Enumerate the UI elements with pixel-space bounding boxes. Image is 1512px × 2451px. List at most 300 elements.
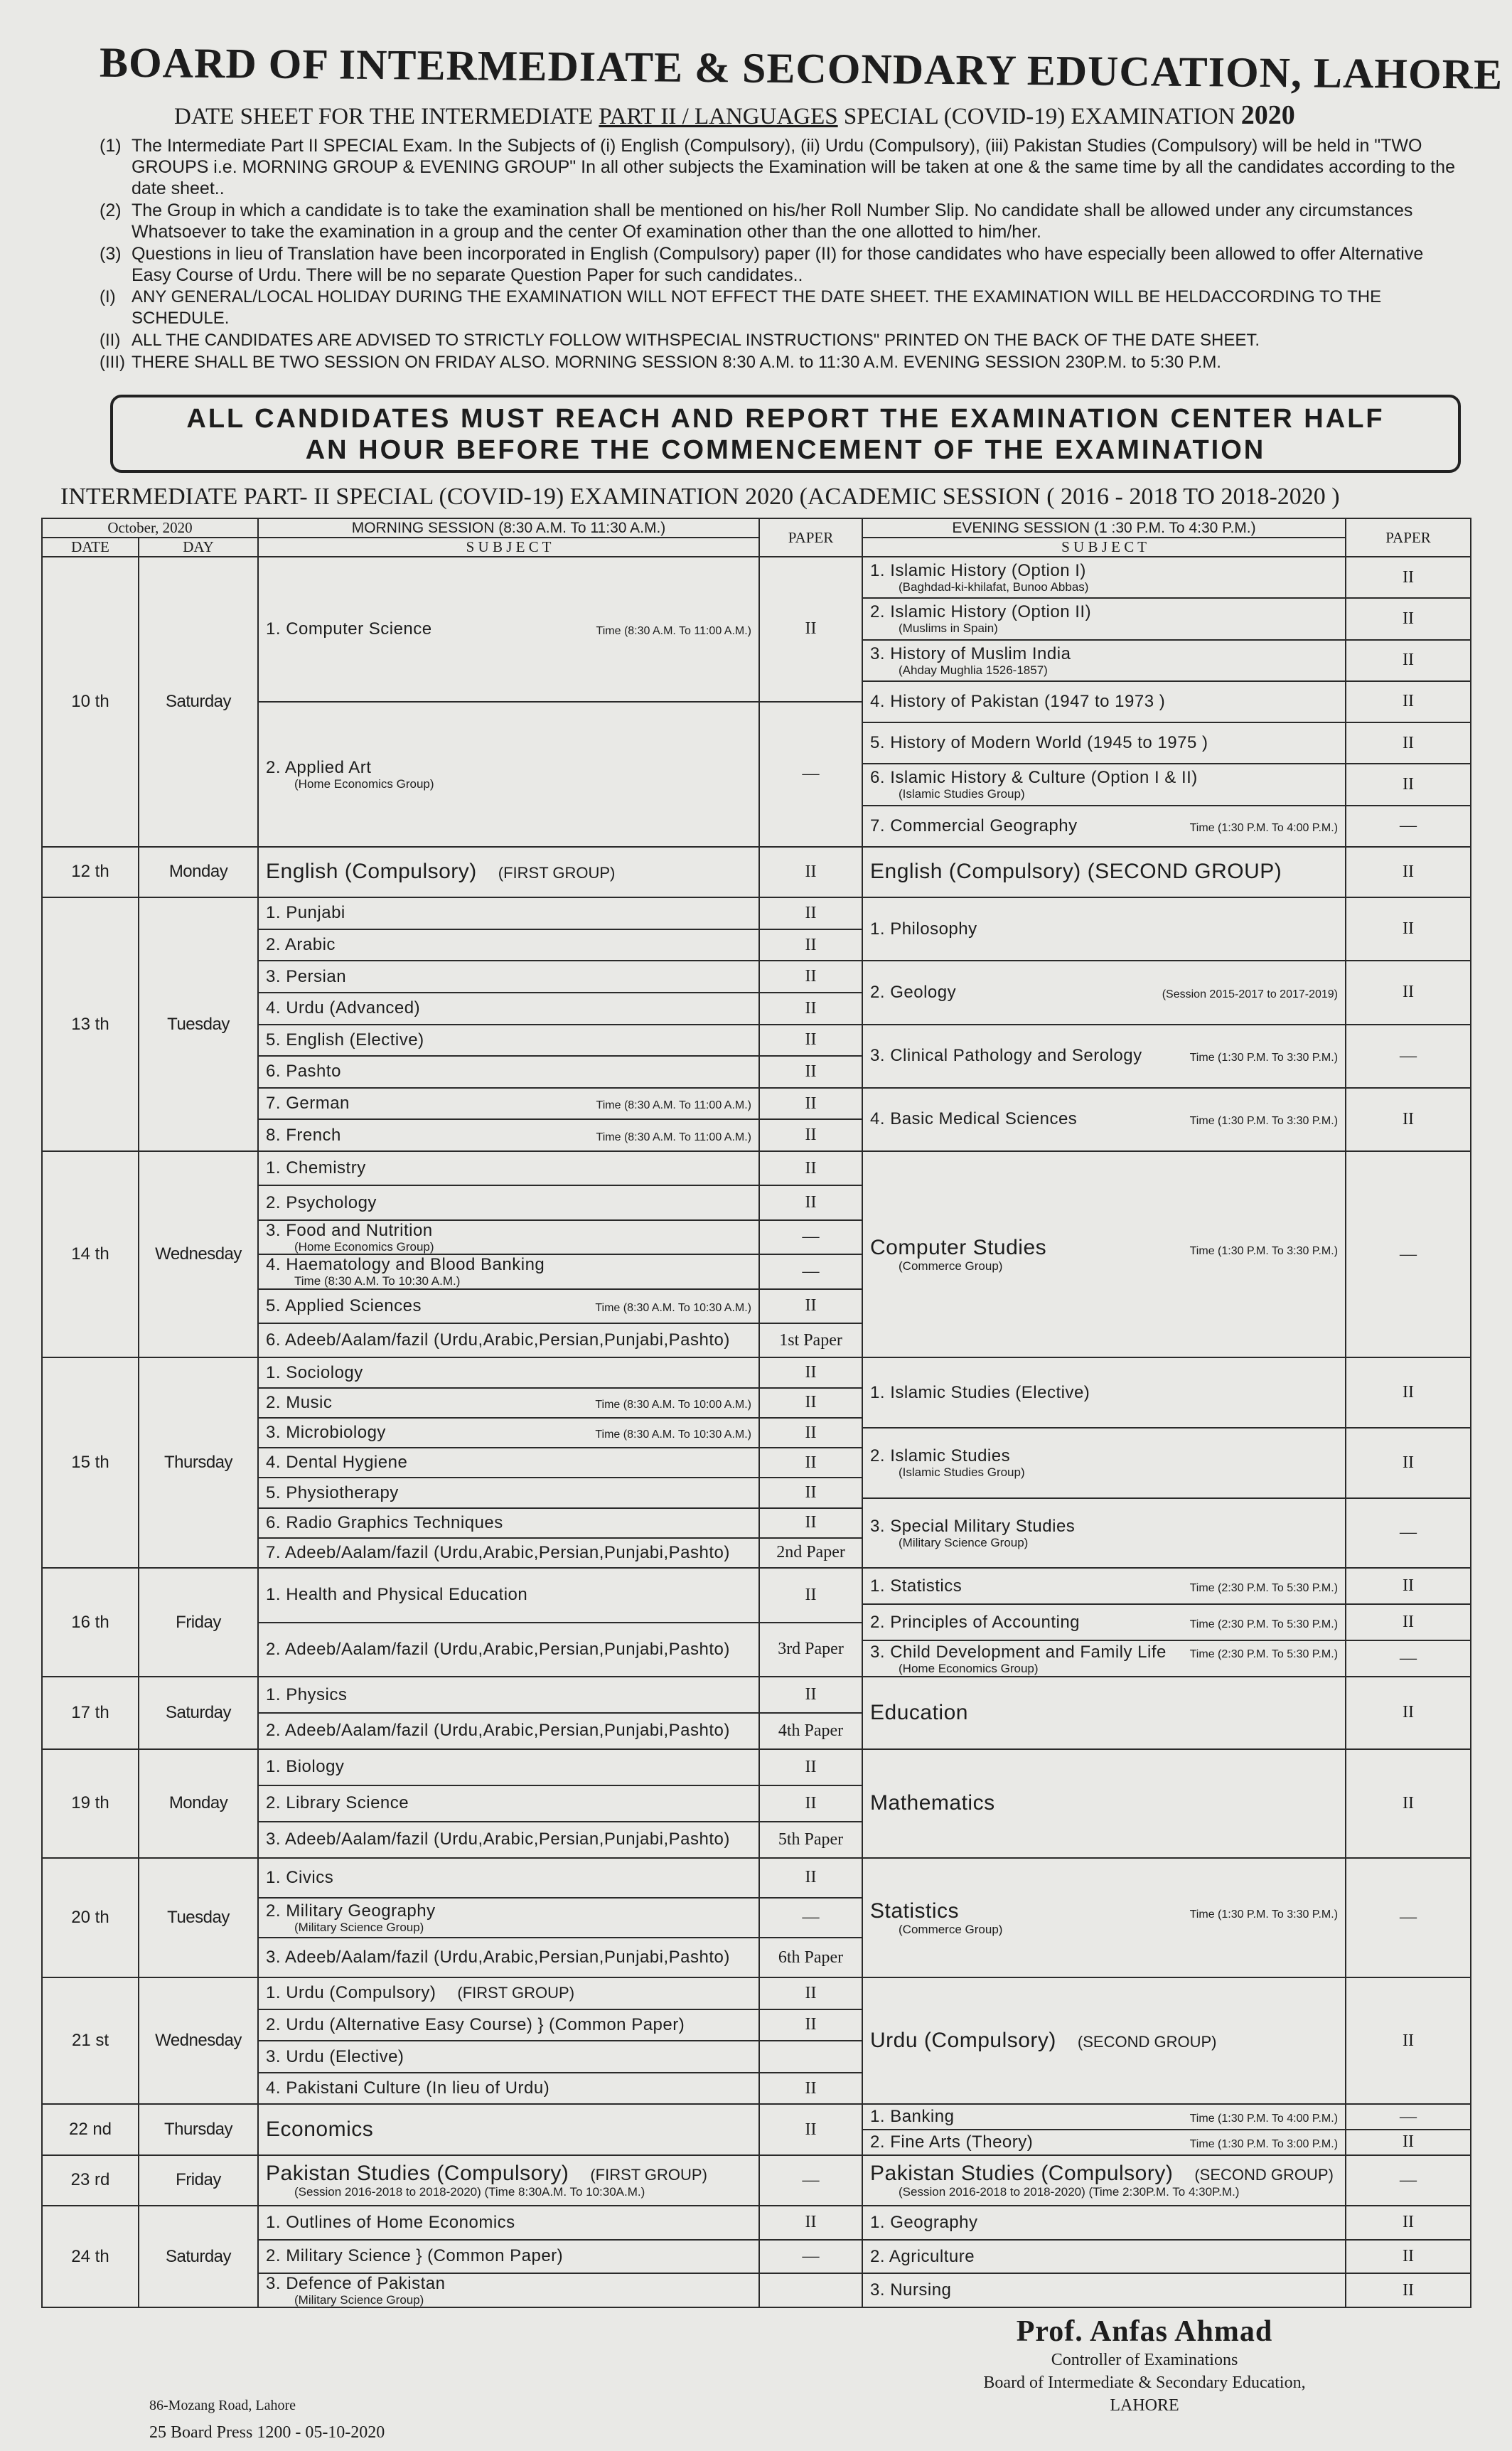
subject-name: 1. Outlines of Home Economics [266, 2212, 515, 2232]
morning-subject-item [259, 1120, 758, 1150]
morning-subject-item [259, 1419, 758, 1448]
evening-subjects-cell [862, 897, 1346, 1151]
day-cell: Saturday [139, 1677, 258, 1749]
subject-name: 4. Urdu (Advanced) [266, 998, 421, 1018]
evening-subject-item [863, 1641, 1345, 1676]
morning-subject-item [259, 1152, 758, 1186]
evening-subject-item [863, 2156, 1345, 2205]
paper-value: II [1346, 2206, 1470, 2241]
subject-name: 1. Philosophy [870, 919, 977, 939]
day-cell: Tuesday [139, 1858, 258, 1977]
evening-subjects-cell [862, 1357, 1346, 1568]
session-time: Time (1:30 P.M. To 3:30 P.M.) [1189, 1245, 1339, 1258]
paper-value: — [1400, 1649, 1417, 1668]
date-cell: 20 th [42, 1858, 139, 1977]
subject-name: 2. Principles of Accounting [870, 1612, 1081, 1632]
morning-paper-cell [759, 1357, 862, 1568]
morning-subject-item [259, 2010, 758, 2042]
paper-value: II [805, 1126, 817, 1145]
subject-name: 3. Adeeb/Aalam/fazil (Urdu,Arabic,Persian,Punjabi,Pashto) [266, 1830, 730, 1849]
subject-note: Time (8:30 A.M. To 10:30 A.M.) [294, 1274, 461, 1288]
subject-name: 2. Fine Arts (Theory) [870, 2132, 1034, 2152]
instruction-text: ANY GENERAL/LOCAL HOLIDAY DURING THE EXAMINATION WILL NOT EFFECT THE DATE SHEET. THE EXAMINATION WILL BE HELDACCORDING TO THE SCHEDULE. [132, 287, 1382, 328]
evening-subjects-cell [862, 2155, 1346, 2206]
subject-name: 5. Physiotherapy [266, 1483, 399, 1502]
evening-paper-cell [1346, 1677, 1471, 1749]
instruction-item [100, 243, 1464, 286]
instruction-number: (1) [100, 136, 122, 156]
subject-name: 1. Chemistry [266, 1158, 366, 1178]
evening-subject-item [863, 1677, 1345, 1748]
paper-value: II [760, 1478, 862, 1508]
subject-name: 6. Islamic History & Culture (Option I & II) [870, 768, 1198, 788]
instruction-item [100, 352, 1464, 373]
paper-value: — [760, 1221, 862, 1255]
board-city: LAHORE [1110, 2396, 1179, 2415]
morning-subject-item [259, 1025, 758, 1057]
day-row [42, 2104, 1471, 2154]
subject-name: 1. Islamic Studies (Elective) [870, 1382, 1090, 1402]
morning-subjects-cell [258, 2155, 759, 2206]
day-row [42, 1749, 1471, 1858]
paper-value: II [760, 1186, 862, 1220]
instruction-text: Questions in lieu of Translation have been incorporated in English (Compulsory) paper (II) for those candidates who have especially been allowed to offer Alternative Easy Course of Urdu. There will be no separate Question Paper for such candidates.. [132, 244, 1424, 285]
date-cell: 14 th [42, 1151, 139, 1358]
subject-name: Statistics [870, 1899, 960, 1923]
subject-note: (Military Science Group) [294, 2293, 424, 2307]
subject-name: 1. Geography [870, 2212, 978, 2232]
subject-note: (Muslims in Spain) [899, 621, 998, 636]
morning-subject-item [259, 898, 758, 930]
morning-paper-cell [759, 1977, 862, 2104]
subject-name: 5. History of Modern World (1945 to 1975 ) [870, 733, 1208, 753]
paper-value: II [1403, 1703, 1414, 1722]
subject-name: 3. Urdu (Elective) [266, 2046, 404, 2066]
subject-name: 1. Punjabi [266, 903, 345, 923]
paper-value: — [760, 1255, 862, 1289]
paper-value: II [1403, 2132, 1414, 2152]
evening-subject-item [863, 764, 1345, 806]
morning-subject-item [259, 1899, 758, 1938]
evening-subject-item [863, 641, 1345, 682]
morning-paper-cell [759, 1151, 862, 1358]
subject-name: English (Compulsory) (SECOND GROUP) [870, 860, 1282, 884]
morning-subject-item [259, 2206, 758, 2240]
instructions-list [100, 135, 1464, 374]
schedule-table [41, 518, 1471, 2308]
evening-subject-item [863, 1025, 1345, 1089]
subtitle-year: 2020 [1240, 100, 1295, 130]
morning-subject-item [259, 703, 758, 846]
morning-subject-item [259, 1255, 758, 1289]
subject-name: Economics [266, 2118, 374, 2142]
subject-name: 2. Islamic History (Option II) [870, 602, 1092, 622]
paper-value: II [1346, 764, 1470, 806]
subject-name: 2. Applied Art [266, 757, 372, 777]
morning-paper-cell [759, 1858, 862, 1977]
board-title: BOARD OF INTERMEDIATE & SECONDARY EDUCATION, LAHORE [99, 38, 1503, 98]
morning-paper-cell [759, 1749, 862, 1858]
subject-name: 3. Special Military Studies [870, 1516, 1076, 1536]
paper-value: II [760, 2206, 862, 2241]
morning-subject-item [259, 2241, 758, 2274]
paper-value: II [1346, 682, 1470, 723]
date-cell: 17 th [42, 1677, 139, 1749]
paper-value: — [760, 1899, 862, 1938]
instruction-number: (III) [100, 353, 125, 372]
evening-subject-item [863, 723, 1345, 764]
evening-subject-item [863, 1499, 1345, 1568]
subject-note: (Commerce Group) [899, 1259, 1003, 1273]
morning-subject-item [259, 961, 758, 993]
morning-subject-item [259, 848, 758, 897]
evening-subject-item [863, 961, 1345, 1025]
evening-subject-item [863, 2274, 1345, 2307]
subject-name: 2. Arabic [266, 935, 336, 955]
subject-name: 4. Pakistani Culture (In lieu of Urdu) [266, 2078, 550, 2098]
paper-value: — [1400, 1244, 1417, 1264]
evening-subject-item [863, 1152, 1345, 1357]
group-label: (SECOND GROUP) [1194, 2166, 1334, 2184]
reporting-time-banner [110, 395, 1461, 473]
day-cell: Thursday [139, 2104, 258, 2154]
date-cell: 19 th [42, 1749, 139, 1858]
session-time: Time (2:30 P.M. To 5:30 P.M.) [1189, 1648, 1339, 1660]
session-time: Time (1:30 P.M. To 3:30 P.M.) [1189, 1115, 1339, 1128]
morning-paper-cell [759, 2155, 862, 2206]
evening-subject-item [863, 1978, 1345, 2103]
evening-subjects-cell [862, 1151, 1346, 1358]
subject-name: 5. English (Elective) [266, 1030, 424, 1050]
paper-header: PAPER [759, 518, 862, 557]
subject-name: 2. Psychology [266, 1192, 377, 1212]
instruction-number: (2) [100, 201, 122, 220]
instruction-number: (I) [100, 287, 116, 306]
subject-name: 3. Food and Nutrition [266, 1220, 433, 1240]
subject-name: 3. Persian [266, 966, 347, 986]
evening-subject-item [863, 1569, 1345, 1605]
morning-subject-item [259, 2274, 758, 2307]
morning-subjects-cell [258, 2206, 759, 2307]
subject-name: 2. Adeeb/Aalam/fazil (Urdu,Arabic,Persian,Punjabi,Pashto) [266, 1639, 730, 1659]
paper-value: 4th Paper [778, 1721, 844, 1740]
paper-value: — [760, 2241, 862, 2275]
instruction-text: ALL THE CANDIDATES ARE ADVISED TO STRICTLY FOLLOW WITHSPECIAL INSTRUCTIONS" PRINTED ON THE BACK OF THE DATE SHEET. [132, 331, 1260, 350]
day-cell: Monday [139, 1749, 258, 1858]
paper-value: II [805, 2120, 817, 2139]
morning-subject-item [259, 1714, 758, 1748]
subject-name: Urdu (Compulsory) [870, 2029, 1056, 2053]
subject-name: Mathematics [870, 1791, 995, 1815]
paper-value: II [1403, 1109, 1414, 1128]
subject-name: 1. Urdu (Compulsory) [266, 1983, 436, 2003]
morning-subject-item [259, 1089, 758, 1121]
day-row [42, 1677, 1471, 1749]
paper-value: — [1346, 2105, 1470, 2130]
subject-name: 1. Computer Science [266, 619, 432, 639]
subtitle-part-c: SPECIAL (COVID-19) EXAMINATION [843, 104, 1235, 129]
evening-session-header: EVENING SESSION (1 :30 P.M. To 4:30 P.M.) [862, 518, 1346, 538]
subject-name: 2. Library Science [266, 1793, 409, 1813]
paper-value: II [760, 1025, 862, 1057]
morning-paper-cell [759, 1568, 862, 1677]
instruction-item [100, 135, 1464, 199]
date-sheet-subtitle [174, 100, 1475, 131]
paper-value: 3rd Paper [778, 1640, 844, 1659]
paper-value: II [760, 993, 862, 1025]
subject-name: 2. Urdu (Alternative Easy Course) } (Common Paper) [266, 2014, 685, 2034]
instruction-item [100, 287, 1464, 329]
paper-value: — [1400, 1523, 1417, 1542]
session-time: Time (1:30 P.M. To 4:00 P.M.) [1189, 821, 1339, 834]
subject-name: 6. Pashto [266, 1062, 341, 1082]
paper-value: II [760, 1057, 862, 1089]
instruction-text: The Group in which a candidate is to take the examination shall be mentioned on his/her Roll Number Slip. No candidate shall be allowed under any circumstances Whatsoever to take the examination in a group and the center Of examination other than the one allotted to him/her. [132, 201, 1413, 242]
subject-name: Computer Studies [870, 1236, 1047, 1260]
subject-name: 1. Physics [266, 1684, 348, 1704]
morning-subject-item [259, 1859, 758, 1899]
day-cell: Tuesday [139, 897, 258, 1151]
subject-note: (Islamic Studies Group) [899, 787, 1025, 801]
morning-paper-cell [759, 2104, 862, 2154]
evening-paper-cell [1346, 1749, 1471, 1858]
date-cell: 15 th [42, 1357, 139, 1568]
subject-note: (Military Science Group) [899, 1535, 1029, 1549]
evening-paper-cell [1346, 2206, 1471, 2307]
morning-paper-cell [759, 557, 862, 847]
morning-subjects-cell [258, 1977, 759, 2104]
paper-value: II [760, 1448, 862, 1478]
morning-subject-item [259, 1389, 758, 1419]
subject-name: 1. Islamic History (Option I) [870, 561, 1086, 581]
session-time: Time (8:30 A.M. To 11:00 A.M.) [596, 1099, 752, 1111]
paper-value: II [1346, 557, 1470, 599]
paper-value: II [1346, 599, 1470, 640]
evening-paper-cell [1346, 1977, 1471, 2104]
date-cell: 21 st [42, 1977, 139, 2104]
evening-subjects-cell [862, 1677, 1346, 1749]
subject-name: 1. Sociology [266, 1362, 363, 1382]
paper-value: — [1400, 1908, 1417, 1927]
subject-name: 2. Military Geography [266, 1901, 436, 1921]
evening-subjects-cell [862, 2104, 1346, 2154]
morning-subjects-cell [258, 1568, 759, 1677]
morning-subject-item [259, 1978, 758, 2010]
morning-paper-cell [759, 847, 862, 897]
morning-subject-item [259, 1186, 758, 1220]
subtitle-part-b: PART II / LANGUAGES [599, 104, 838, 129]
subtitle-part-a: DATE SHEET FOR THE INTERMEDIATE [174, 104, 594, 129]
subject-name: 3. Adeeb/Aalam/fazil (Urdu,Arabic,Persian,Punjabi,Pashto) [266, 1948, 730, 1967]
paper-value: II [1346, 1569, 1470, 1605]
subject-name: 4. History of Pakistan (1947 to 1973 ) [870, 691, 1166, 711]
morning-subjects-cell [258, 1357, 759, 1568]
session-time: Time (1:30 P.M. To 3:30 P.M.) [1189, 1908, 1339, 1921]
paper-header-evening: PAPER [1346, 518, 1471, 557]
paper-value: — [802, 764, 820, 784]
morning-subjects-cell [258, 2104, 759, 2154]
evening-subject-item [863, 806, 1345, 846]
subject-note: (Ahday Mughlia 1526-1857) [899, 663, 1048, 677]
morning-subject-item [259, 1057, 758, 1089]
instruction-text: The Intermediate Part II SPECIAL Exam. In the Subjects of (i) English (Compulsory), (ii) Urdu (Compulsory), (iii) Pakistan Studies (Compulsory) will be held in "TWO GROUPS i.e. MORNING GROUP & EVENING GROUP" In all other subjects the Examination will be taken at one & the same time by all the candidates according to the date sheet.. [132, 136, 1455, 198]
evening-subjects-cell [862, 847, 1346, 897]
subject-note: (Military Science Group) [294, 1920, 424, 1934]
morning-paper-cell [759, 1677, 862, 1749]
subject-name: 3. Child Development and Family Life [870, 1642, 1167, 1662]
morning-subjects-cell [258, 557, 759, 847]
subject-name: 7. Commercial Geography [870, 816, 1078, 835]
morning-paper-cell [759, 2206, 862, 2307]
instruction-number: (3) [100, 244, 122, 264]
subject-name: 1. Banking [870, 2107, 955, 2127]
date-cell: 23 rd [42, 2155, 139, 2206]
date-cell: 12 th [42, 847, 139, 897]
evening-paper-cell [1346, 2155, 1471, 2206]
paper-value: II [760, 1358, 862, 1388]
paper-value: II [760, 1786, 862, 1822]
subject-name: 3. Defence of Pakistan [266, 2274, 446, 2294]
paper-value: II [1346, 1429, 1470, 1499]
session-time: Time (8:30 A.M. To 11:00 A.M.) [596, 624, 752, 637]
paper-value: 5th Paper [778, 1830, 844, 1849]
morning-subject-item [259, 1221, 758, 1255]
subject-name: 6. Adeeb/Aalam/fazil (Urdu,Arabic,Persian,Punjabi,Pashto) [266, 1330, 730, 1350]
evening-subject-item [863, 1605, 1345, 1641]
paper-value: II [1403, 2031, 1414, 2050]
group-label: (FIRST GROUP) [457, 1984, 575, 2002]
month-header: October, 2020 [42, 518, 258, 538]
controller-title: Controller of Examinations [1051, 2351, 1238, 2369]
date-cell: 10 th [42, 557, 139, 847]
controller-name: Prof. Anfas Ahmad [1016, 2315, 1273, 2348]
subject-name: 3. Clinical Pathology and Serology [870, 1046, 1142, 1066]
morning-subject-item [259, 1290, 758, 1324]
day-header: DAY [139, 538, 258, 557]
evening-subject-item [863, 1429, 1345, 1499]
session-time: Time (2:30 P.M. To 5:30 P.M.) [1189, 1581, 1339, 1594]
paper-value: II [760, 1509, 862, 1539]
evening-paper-cell [1346, 1858, 1471, 1977]
paper-value: II [1346, 1605, 1470, 1641]
morning-subject-item [259, 1938, 758, 1977]
subject-name: 2. Music [266, 1392, 333, 1412]
evening-paper-cell [1346, 897, 1471, 1151]
signature-block [945, 2314, 1344, 2417]
group-label: (FIRST GROUP) [498, 864, 616, 882]
day-row [42, 847, 1471, 897]
day-row [42, 2206, 1471, 2307]
morning-subjects-cell [258, 897, 759, 1151]
morning-session-header: MORNING SESSION (8:30 A.M. To 11:30 A.M.) [258, 518, 759, 538]
evening-subjects-cell [862, 2206, 1346, 2307]
date-cell: 22 nd [42, 2104, 139, 2154]
evening-subject-item [863, 682, 1345, 723]
subject-name: 1. Civics [266, 1867, 334, 1887]
paper-value: — [1400, 816, 1417, 835]
paper-value: 2nd Paper [776, 1543, 845, 1562]
group-label: (SECOND GROUP) [1077, 2033, 1217, 2051]
board-name: Board of Intermediate & Secondary Education, [983, 2373, 1306, 2392]
subject-name: 4. Dental Hygiene [266, 1453, 408, 1473]
paper-value: — [802, 2170, 820, 2189]
evening-subject-item [863, 1859, 1345, 1977]
subject-note: (Islamic Studies Group) [899, 1465, 1025, 1480]
banner-line-1: ALL CANDIDATES MUST REACH AND REPORT THE EXAMINATION CENTER HALF [186, 404, 1385, 434]
morning-subject-item [259, 993, 758, 1025]
subject-name: Pakistan Studies (Compulsory) [870, 2162, 1174, 2186]
paper-value [760, 2274, 862, 2307]
paper-value: II [760, 930, 862, 962]
subject-name: 1. Biology [266, 1757, 345, 1777]
subject-note: (Baghdad-ki-khilafat, Bunoo Abbas) [899, 580, 1089, 594]
morning-subject-item [259, 930, 758, 962]
paper-value: II [760, 1569, 862, 1623]
morning-paper-cell [759, 897, 862, 1151]
morning-subject-item [259, 2041, 758, 2073]
date-cell: 24 th [42, 2206, 139, 2307]
date-header: DATE [42, 538, 139, 557]
paper-value: II [760, 898, 862, 930]
evening-paper-cell [1346, 2104, 1471, 2154]
day-row [42, 897, 1471, 1151]
paper-value: II [760, 557, 862, 703]
session-time: Time (8:30 A.M. To 11:00 A.M.) [596, 1131, 752, 1143]
morning-subject-item [259, 1324, 758, 1357]
banner-line-2: AN HOUR BEFORE THE COMMENCEMENT OF THE EXAMINATION [305, 435, 1266, 465]
paper-value: II [1403, 862, 1414, 881]
group-label: (FIRST GROUP) [590, 2166, 707, 2184]
evening-subject-item [863, 2105, 1345, 2130]
paper-value: II [760, 1389, 862, 1419]
paper-value: II [1403, 1793, 1414, 1812]
paper-value: II [1346, 723, 1470, 764]
paper-value: II [1346, 1358, 1470, 1429]
morning-subjects-cell [258, 1677, 759, 1749]
schedule-body [42, 557, 1471, 2307]
evening-subject-item [863, 557, 1345, 599]
morning-subject-item [259, 1750, 758, 1786]
subject-name: 2. Geology [870, 982, 957, 1002]
evening-subject-item [863, 2241, 1345, 2275]
evening-paper-cell [1346, 1151, 1471, 1358]
subject-name: 4. Haematology and Blood Banking [266, 1255, 545, 1275]
instruction-number: (II) [100, 331, 121, 350]
evening-subjects-cell [862, 1749, 1346, 1858]
board-address: 86-Mozang Road, Lahore [149, 2398, 296, 2413]
subject-name: 3. History of Muslim India [870, 644, 1071, 663]
paper-value: II [1346, 641, 1470, 682]
day-row [42, 1357, 1471, 1568]
session-time: Time (1:30 P.M. To 4:00 P.M.) [1189, 2113, 1339, 2125]
subject-note: (Session 2016-2018 to 2018-2020) (Time 8:30A.M. To 10:30A.M.) [294, 2185, 645, 2199]
instruction-item [100, 200, 1464, 242]
subject-note: (Commerce Group) [899, 1922, 1003, 1936]
date-cell: 13 th [42, 897, 139, 1151]
paper-value: II [760, 2010, 862, 2042]
subject-name: 3. Nursing [870, 2280, 952, 2300]
evening-paper-cell [1346, 1357, 1471, 1568]
subject-name: 2. Military Science } (Common Paper) [266, 2246, 564, 2266]
day-cell: Wednesday [139, 1151, 258, 1358]
paper-value: II [760, 1677, 862, 1714]
subject-name: Pakistan Studies (Compulsory) [266, 2162, 569, 2186]
paper-value: II [760, 1978, 862, 2010]
subject-name: 2. Adeeb/Aalam/fazil (Urdu,Arabic,Persian,Punjabi,Pashto) [266, 1721, 730, 1741]
day-row [42, 1858, 1471, 1977]
paper-value: II [805, 862, 817, 881]
morning-subject-item [259, 1509, 758, 1539]
